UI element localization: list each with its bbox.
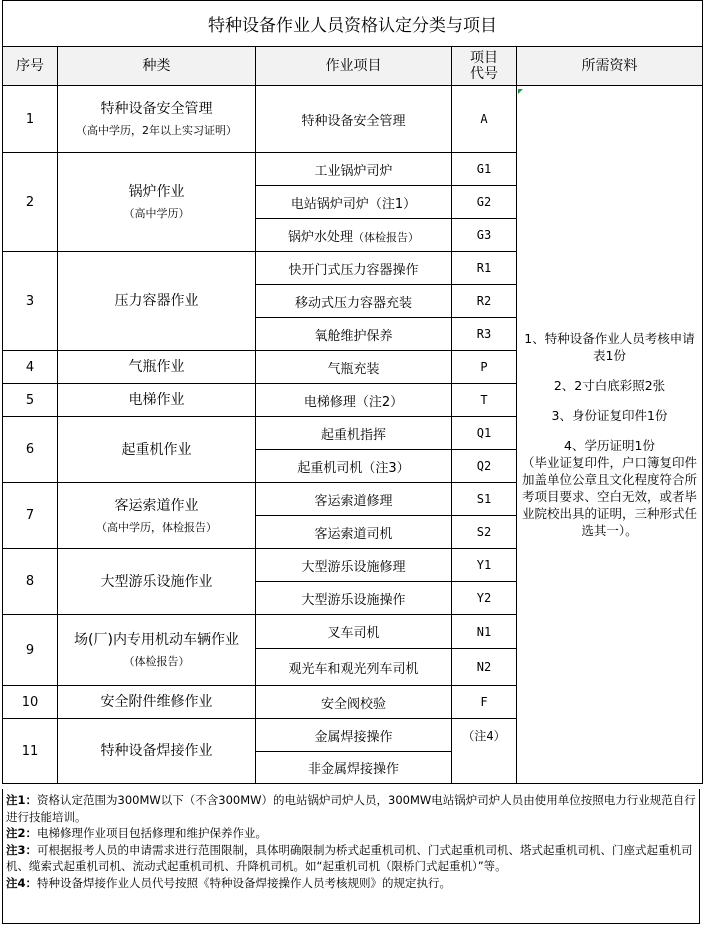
code-cell: G2 — [452, 186, 517, 219]
requirement-2: 2、2寸白底彩照2张 — [553, 378, 666, 393]
item-cell: 安全阀校验 — [256, 686, 452, 719]
item-cell: 工业锅炉司炉 — [256, 153, 452, 186]
seq-cell: 11 — [3, 719, 58, 784]
code-cell: Y2 — [452, 582, 517, 615]
item-cell: 电梯修理（注2） — [256, 384, 452, 417]
header-kind: 种类 — [58, 47, 256, 86]
code-cell: Y1 — [452, 549, 517, 582]
kind-cell: 压力容器作业 — [58, 252, 256, 351]
footnote-1: 注1：资格认定范围为300MW以下（不含300MW）的电站锅炉司炉人员，300MW电站锅炉司炉人员由使用单位按照电力行业规范自行进行技能培训。 — [6, 793, 696, 824]
requirements-cell — [517, 86, 703, 784]
item-cell: 叉车司机 — [256, 615, 452, 649]
item-cell: 移动式压力容器充装 — [256, 285, 452, 318]
code-cell: （注4） — [452, 719, 517, 784]
seq-cell: 1 — [3, 86, 58, 153]
code-cell: S2 — [452, 516, 517, 549]
table-row — [3, 86, 703, 153]
item-cell: 气瓶充装 — [256, 351, 452, 384]
kind-cell: 安全附件维修作业 — [58, 686, 256, 719]
code-cell: R3 — [452, 318, 517, 351]
code-cell: Q1 — [452, 417, 517, 450]
item-cell: 大型游乐设施修理 — [256, 549, 452, 582]
kind-cell: 锅炉作业 （高中学历） — [58, 153, 256, 252]
seq-cell: 3 — [3, 252, 58, 351]
header-requirements: 所需资料 — [517, 47, 703, 86]
item-cell: 非金属焊接操作 — [256, 752, 452, 784]
item-cell: 氧舱维护保养 — [256, 318, 452, 351]
item-cell: 快开门式压力容器操作 — [256, 252, 452, 285]
kind-cell: 场(厂)内专用机动车辆作业 （体检报告） — [58, 615, 256, 686]
kind-cell: 大型游乐设施作业 — [58, 549, 256, 615]
item-cell: 特种设备安全管理 — [256, 86, 452, 153]
comment-marker-icon — [518, 89, 523, 94]
code-cell: G3 — [452, 219, 517, 252]
header-code: 项目 代号 — [452, 47, 517, 86]
code-cell: F — [452, 686, 517, 719]
seq-cell: 4 — [3, 351, 58, 384]
code-cell: T — [452, 384, 517, 417]
kind-cell: 客运索道作业 （高中学历，体检报告） — [58, 483, 256, 549]
kind-cell: 电梯作业 — [58, 384, 256, 417]
header-seq: 序号 — [3, 47, 58, 86]
code-cell: N1 — [452, 615, 517, 649]
code-cell: A — [452, 86, 517, 153]
requirement-4: 4、学历证明1份 — [564, 438, 655, 453]
seq-cell: 5 — [3, 384, 58, 417]
code-cell: Q2 — [452, 450, 517, 483]
qualification-table — [2, 0, 703, 784]
footnote-2: 注2：电梯修理作业项目包括修理和维护保养作业。 — [6, 826, 268, 840]
code-cell: R1 — [452, 252, 517, 285]
seq-cell: 9 — [3, 615, 58, 686]
footnotes — [2, 789, 700, 924]
kind-cell: 特种设备焊接作业 — [58, 719, 256, 784]
table-title: 特种设备作业人员资格认定分类与项目 — [3, 1, 703, 47]
seq-cell: 10 — [3, 686, 58, 719]
code-cell: S1 — [452, 483, 517, 516]
code-cell: P — [452, 351, 517, 384]
item-cell: 电站锅炉司炉（注1） — [256, 186, 452, 219]
footnote-4: 注4：特种设备焊接作业人员代号按照《特种设备焊接操作人员考核规则》的规定执行。 — [6, 875, 452, 890]
kind-cell: 起重机作业 — [58, 417, 256, 483]
requirement-4-detail: （毕业证复印件，户口簿复印件加盖单位公章且文化程度符合所考项目要求、空白无效，或者毕业院校出具的证明，三种形式任选其一）。 — [521, 455, 697, 538]
seq-cell: 8 — [3, 549, 58, 615]
footnote-3: 注3：可根据报考人员的申请需求进行范围限制，具体明确限制为桥式起重机司机、门式起重机司机、塔式起重机司机、门座式起重机司机、缆索式起重机司机、流动式起重机司机、升降机司机。如“起重机司机（限桥门式起重机）”等。 — [6, 842, 693, 873]
code-cell: G1 — [452, 153, 517, 186]
code-cell: R2 — [452, 285, 517, 318]
item-cell: 起重机指挥 — [256, 417, 452, 450]
item-cell: 客运索道司机 — [256, 516, 452, 549]
kind-cell: 特种设备安全管理 （高中学历，2年以上实习证明） — [58, 86, 256, 153]
requirement-1: 1、特种设备作业人员考核申请表1份 — [524, 331, 695, 363]
code-cell: N2 — [452, 649, 517, 686]
header-item: 作业项目 — [256, 47, 452, 86]
kind-cell: 气瓶作业 — [58, 351, 256, 384]
item-cell: 锅炉水处理（体检报告） — [256, 219, 452, 252]
item-cell: 客运索道修理 — [256, 483, 452, 516]
seq-cell: 7 — [3, 483, 58, 549]
item-cell: 起重机司机（注3） — [256, 450, 452, 483]
seq-cell: 6 — [3, 417, 58, 483]
item-cell: 金属焊接操作 — [256, 719, 452, 752]
requirement-3: 3、身份证复印件1份 — [551, 408, 668, 423]
seq-cell: 2 — [3, 153, 58, 252]
item-cell: 大型游乐设施操作 — [256, 582, 452, 615]
item-cell: 观光车和观光列车司机 — [256, 649, 452, 686]
